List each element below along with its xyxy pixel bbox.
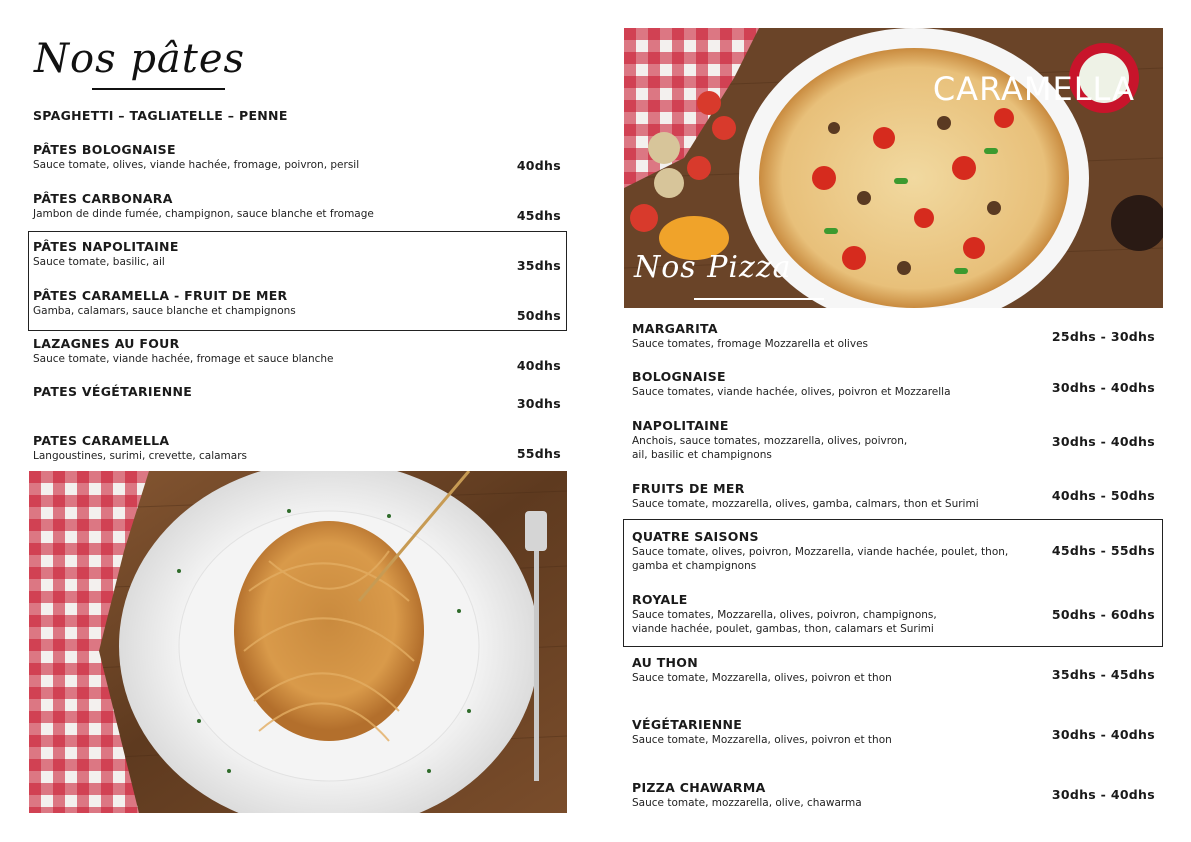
pasta-item-desc: Jambon de dinde fumée, champignon, sauce blanche et fromage <box>33 208 374 220</box>
pizza-item-desc: Sauce tomate, mozzarella, olives, gamba, calmars, thon et Surimi <box>632 498 979 510</box>
pizza-item <box>632 369 951 399</box>
pizza-item <box>632 717 892 747</box>
pasta-types-subtitle: SPAGHETTI – TAGLIATELLE – PENNE <box>33 108 288 123</box>
pasta-item-name: PÂTES NAPOLITAINE <box>33 239 179 254</box>
pizza-item-name: VÉGÉTARIENNE <box>632 717 743 732</box>
pizza-item <box>632 592 937 636</box>
pasta-item-name: PÂTES CARBONARA <box>33 191 173 206</box>
pizza-item-price: 25dhs - 30dhs <box>1051 329 1155 344</box>
pizza-item-price: 40dhs - 50dhs <box>1051 488 1155 503</box>
pasta-item-desc: Sauce tomate, basilic, ail <box>33 256 165 268</box>
pizza-item <box>632 418 907 462</box>
pasta-item <box>33 191 374 221</box>
title-underline <box>92 88 225 90</box>
pizza-item <box>632 780 862 810</box>
pasta-photo <box>29 471 567 813</box>
pizza-item-price: 50dhs - 60dhs <box>1051 607 1155 622</box>
pasta-item-price: 45dhs <box>516 208 561 223</box>
pizza-item-desc: Sauce tomate, Mozzarella, olives, poivron et thon <box>632 734 892 746</box>
pasta-item <box>33 142 359 172</box>
pizza-item-desc: Sauce tomate, Mozzarella, olives, poivron et thon <box>632 672 892 684</box>
pasta-item <box>33 336 334 366</box>
spaghetti-plate-image <box>29 471 567 813</box>
pizza-item-name: BOLOGNAISE <box>632 369 726 384</box>
pasta-item-price: 35dhs <box>516 258 561 273</box>
pizza-item-price: 30dhs - 40dhs <box>1051 434 1155 449</box>
pasta-item-desc: Langoustines, surimi, crevette, calamars <box>33 450 247 462</box>
pizza-item-name: FRUITS DE MER <box>632 481 745 496</box>
pizza-item-name: AU THON <box>632 655 698 670</box>
pasta-item <box>33 384 192 400</box>
pasta-item-desc: Sauce tomate, viande hachée, fromage et sauce blanche <box>33 353 334 365</box>
pizza-item-desc-line2: ail, basilic et champignons <box>632 449 772 461</box>
pizza-item-price: 30dhs - 40dhs <box>1051 727 1155 742</box>
pizza-item-name: MARGARITA <box>632 321 718 336</box>
title-underline <box>694 298 824 300</box>
pasta-item-name: PÂTES BOLOGNAISE <box>33 142 176 157</box>
pizza-photo <box>624 28 1163 308</box>
pasta-item-name: PÂTES CARAMELLA - FRUIT DE MER <box>33 288 288 303</box>
pasta-item-price: 30dhs <box>516 396 561 411</box>
pizza-item-name: QUATRE SAISONS <box>632 529 759 544</box>
pasta-item-price: 55dhs <box>516 446 561 461</box>
brand-logo: CARAMELLA <box>932 70 1135 108</box>
pizza-item-name: PIZZA CHAWARMA <box>632 780 766 795</box>
pizza-section-title: Nos Pizza <box>634 250 792 285</box>
pizza-item-desc: Sauce tomates, viande hachée, olives, poivron et Mozzarella <box>632 386 951 398</box>
pizza-item-price: 30dhs - 40dhs <box>1051 380 1155 395</box>
pizza-item <box>632 321 868 351</box>
pasta-item-price: 50dhs <box>516 308 561 323</box>
pizza-item-name: NAPOLITAINE <box>632 418 729 433</box>
pizza-item-desc: Sauce tomates, Mozzarella, olives, poivron, champignons, <box>632 609 937 621</box>
pizza-item-price: 35dhs - 45dhs <box>1051 667 1155 682</box>
pasta-item-name: LAZAGNES AU FOUR <box>33 336 180 351</box>
pizza-item-desc: Sauce tomate, olives, poivron, Mozzarella, viande hachée, poulet, thon, <box>632 546 1009 558</box>
pasta-item <box>33 433 247 463</box>
pizza-item-price: 30dhs - 40dhs <box>1051 787 1155 802</box>
pizza-item <box>632 529 1008 573</box>
pasta-item-name: PATES CARAMELLA <box>33 433 170 448</box>
pasta-section-title: Nos pâtes <box>34 36 246 82</box>
pasta-item <box>33 239 179 269</box>
pizza-item-desc-line2: gamba et champignons <box>632 560 757 572</box>
pizza-item-price: 45dhs - 55dhs <box>1051 543 1155 558</box>
pasta-item-desc: Sauce tomate, olives, viande hachée, fromage, poivron, persil <box>33 159 360 171</box>
pasta-item-price: 40dhs <box>516 158 561 173</box>
pasta-item-desc: Gamba, calamars, sauce blanche et champignons <box>33 305 296 317</box>
pizza-item-desc: Sauce tomates, fromage Mozzarella et olives <box>632 338 868 350</box>
pizza-item-desc: Anchois, sauce tomates, mozzarella, olives, poivron, <box>632 435 908 447</box>
pasta-item-name: PATES VÉGÉTARIENNE <box>33 384 193 399</box>
pizza-item-name: ROYALE <box>632 592 688 607</box>
pizza-item <box>632 481 979 511</box>
pasta-item-price: 40dhs <box>516 358 561 373</box>
pizza-item <box>632 655 892 685</box>
pizza-item-desc: Sauce tomate, mozzarella, olive, chawarma <box>632 797 862 809</box>
pasta-item <box>33 288 296 318</box>
pizza-item-desc-line2: viande hachée, poulet, gambas, thon, calamars et Surimi <box>632 623 934 635</box>
